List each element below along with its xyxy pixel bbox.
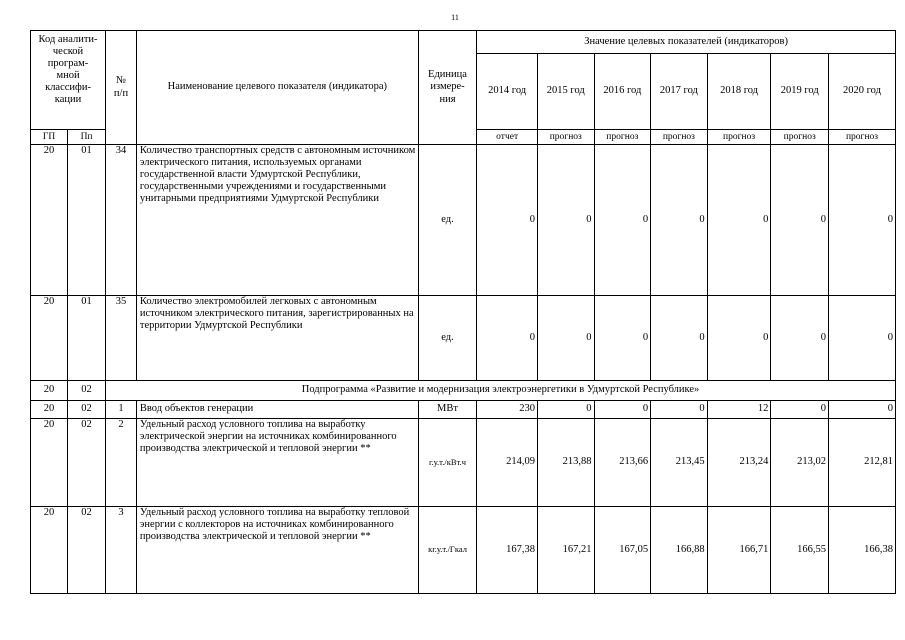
value-cell: 213,45: [651, 419, 708, 507]
num-header: [106, 31, 137, 145]
pp-cell: 01: [68, 296, 106, 381]
code-header-line: классифи-: [45, 82, 91, 94]
num-cell: 3: [106, 507, 137, 594]
unit-cell: г.у.т./кВт.ч: [418, 419, 477, 507]
gp-cell: 20: [31, 145, 68, 296]
pp-cell: 01: [68, 145, 106, 296]
unit-cell: ед.: [418, 145, 477, 296]
indicator-name: Количество транспортных средств с автономным источником электрического питания, используемых органами государственной власти Удмуртской Республики, государственными учреждениями и государственными унитарными предприятиями Удмуртской Республики: [136, 145, 418, 296]
num-cell: 35: [106, 296, 137, 381]
value-cell: 0: [651, 401, 708, 419]
value-cell: 230: [477, 401, 538, 419]
subprogram-title: Подпрограмма «Развитие и модернизация электроэнергетики в Удмуртской Республике»: [106, 381, 896, 401]
pp-cell: 02: [68, 507, 106, 594]
unit-cell: МВт: [418, 401, 477, 419]
unit-header-line: измере-: [430, 81, 465, 93]
year-header: 2020 год: [829, 54, 896, 130]
table-row: [31, 296, 896, 381]
num-cell: 2: [106, 419, 137, 507]
value-cell: 12: [707, 401, 771, 419]
value-cell: 0: [829, 401, 896, 419]
type-header: прогноз: [651, 130, 708, 145]
values-header: Значение целевых показателей (индикаторов): [477, 31, 896, 54]
value-cell: 0: [594, 401, 651, 419]
value-cell: 212,81: [829, 419, 896, 507]
code-header: [31, 31, 106, 130]
subprogram-row: [31, 381, 896, 401]
gp-cell: 20: [31, 296, 68, 381]
unit-header-line: ния: [439, 93, 456, 105]
num-header-line: п/п: [113, 87, 129, 99]
gp-cell: 20: [31, 507, 68, 594]
indicators-table: [30, 30, 896, 594]
indicator-name: Количество электромобилей легковых с автономным источником электрического питания, зарегистрированных на территории Удмуртской Республики: [136, 296, 418, 381]
code-header-line: Код аналити-: [38, 34, 98, 45]
indicator-name: Ввод объектов генерации: [136, 401, 418, 419]
value-cell: 213,88: [537, 419, 594, 507]
unit-header: [418, 31, 477, 145]
value-cell: 0: [537, 145, 594, 296]
num-header-line: №: [115, 75, 126, 87]
unit-header-line: Единица: [428, 69, 467, 81]
indicator-name: Удельный расход условного топлива на выработку тепловой энергии с коллекторов на источниках комбинированного производства электрической и тепловой энергии **: [136, 507, 418, 594]
value-cell: 214,09: [477, 419, 538, 507]
value-cell: 0: [477, 296, 538, 381]
unit-cell: ед.: [418, 296, 477, 381]
value-cell: 213,02: [771, 419, 829, 507]
value-cell: 0: [829, 296, 896, 381]
code-header-line: програм-: [47, 58, 89, 70]
type-header: прогноз: [537, 130, 594, 145]
code-header-line: ческой: [52, 46, 84, 58]
value-cell: 0: [594, 145, 651, 296]
num-cell: 1: [106, 401, 137, 419]
gp-cell: 20: [31, 401, 68, 419]
value-cell: 0: [594, 296, 651, 381]
value-cell: 166,38: [829, 507, 896, 594]
name-header: Наименование целевого показателя (индикатора): [136, 31, 418, 145]
type-header: прогноз: [829, 130, 896, 145]
year-header: 2017 год: [651, 54, 708, 130]
value-cell: 0: [477, 145, 538, 296]
value-cell: 0: [537, 401, 594, 419]
code-header-line: кации: [54, 94, 82, 106]
indicator-name: Удельный расход условного топлива на выработку электрической энергии на источниках комбинированного производства электрической и тепловой энергии **: [136, 419, 418, 507]
num-cell: 34: [106, 145, 137, 296]
code-header-line: мной: [56, 70, 80, 82]
value-cell: 0: [651, 296, 708, 381]
value-cell: 166,71: [707, 507, 771, 594]
value-cell: 0: [829, 145, 896, 296]
year-header: 2015 год: [537, 54, 594, 130]
year-header: 2018 год: [707, 54, 771, 130]
value-cell: 167,38: [477, 507, 538, 594]
value-cell: 0: [771, 145, 829, 296]
gp-cell: 20: [31, 381, 68, 401]
value-cell: 0: [707, 296, 771, 381]
value-cell: 0: [707, 145, 771, 296]
table-row: [31, 507, 896, 594]
type-header: прогноз: [771, 130, 829, 145]
pp-header: Пп: [68, 130, 106, 145]
value-cell: 0: [651, 145, 708, 296]
value-cell: 0: [537, 296, 594, 381]
table-row: [31, 145, 896, 296]
year-header: 2014 год: [477, 54, 538, 130]
pp-cell: 02: [68, 419, 106, 507]
page-number: 11: [451, 13, 459, 22]
type-header: отчет: [477, 130, 538, 145]
type-header: прогноз: [594, 130, 651, 145]
year-header: 2019 год: [771, 54, 829, 130]
gp-cell: 20: [31, 419, 68, 507]
table-row: [31, 401, 896, 419]
pp-cell: 02: [68, 381, 106, 401]
value-cell: 0: [771, 401, 829, 419]
value-cell: 167,21: [537, 507, 594, 594]
value-cell: 0: [771, 296, 829, 381]
gp-header: ГП: [31, 130, 68, 145]
value-cell: 213,66: [594, 419, 651, 507]
value-cell: 166,55: [771, 507, 829, 594]
value-cell: 166,88: [651, 507, 708, 594]
value-cell: 167,05: [594, 507, 651, 594]
value-cell: 213,24: [707, 419, 771, 507]
year-header: 2016 год: [594, 54, 651, 130]
type-header: прогноз: [707, 130, 771, 145]
table-row: [31, 419, 896, 507]
pp-cell: 02: [68, 401, 106, 419]
unit-cell: кг.у.т./Гкал: [418, 507, 477, 594]
